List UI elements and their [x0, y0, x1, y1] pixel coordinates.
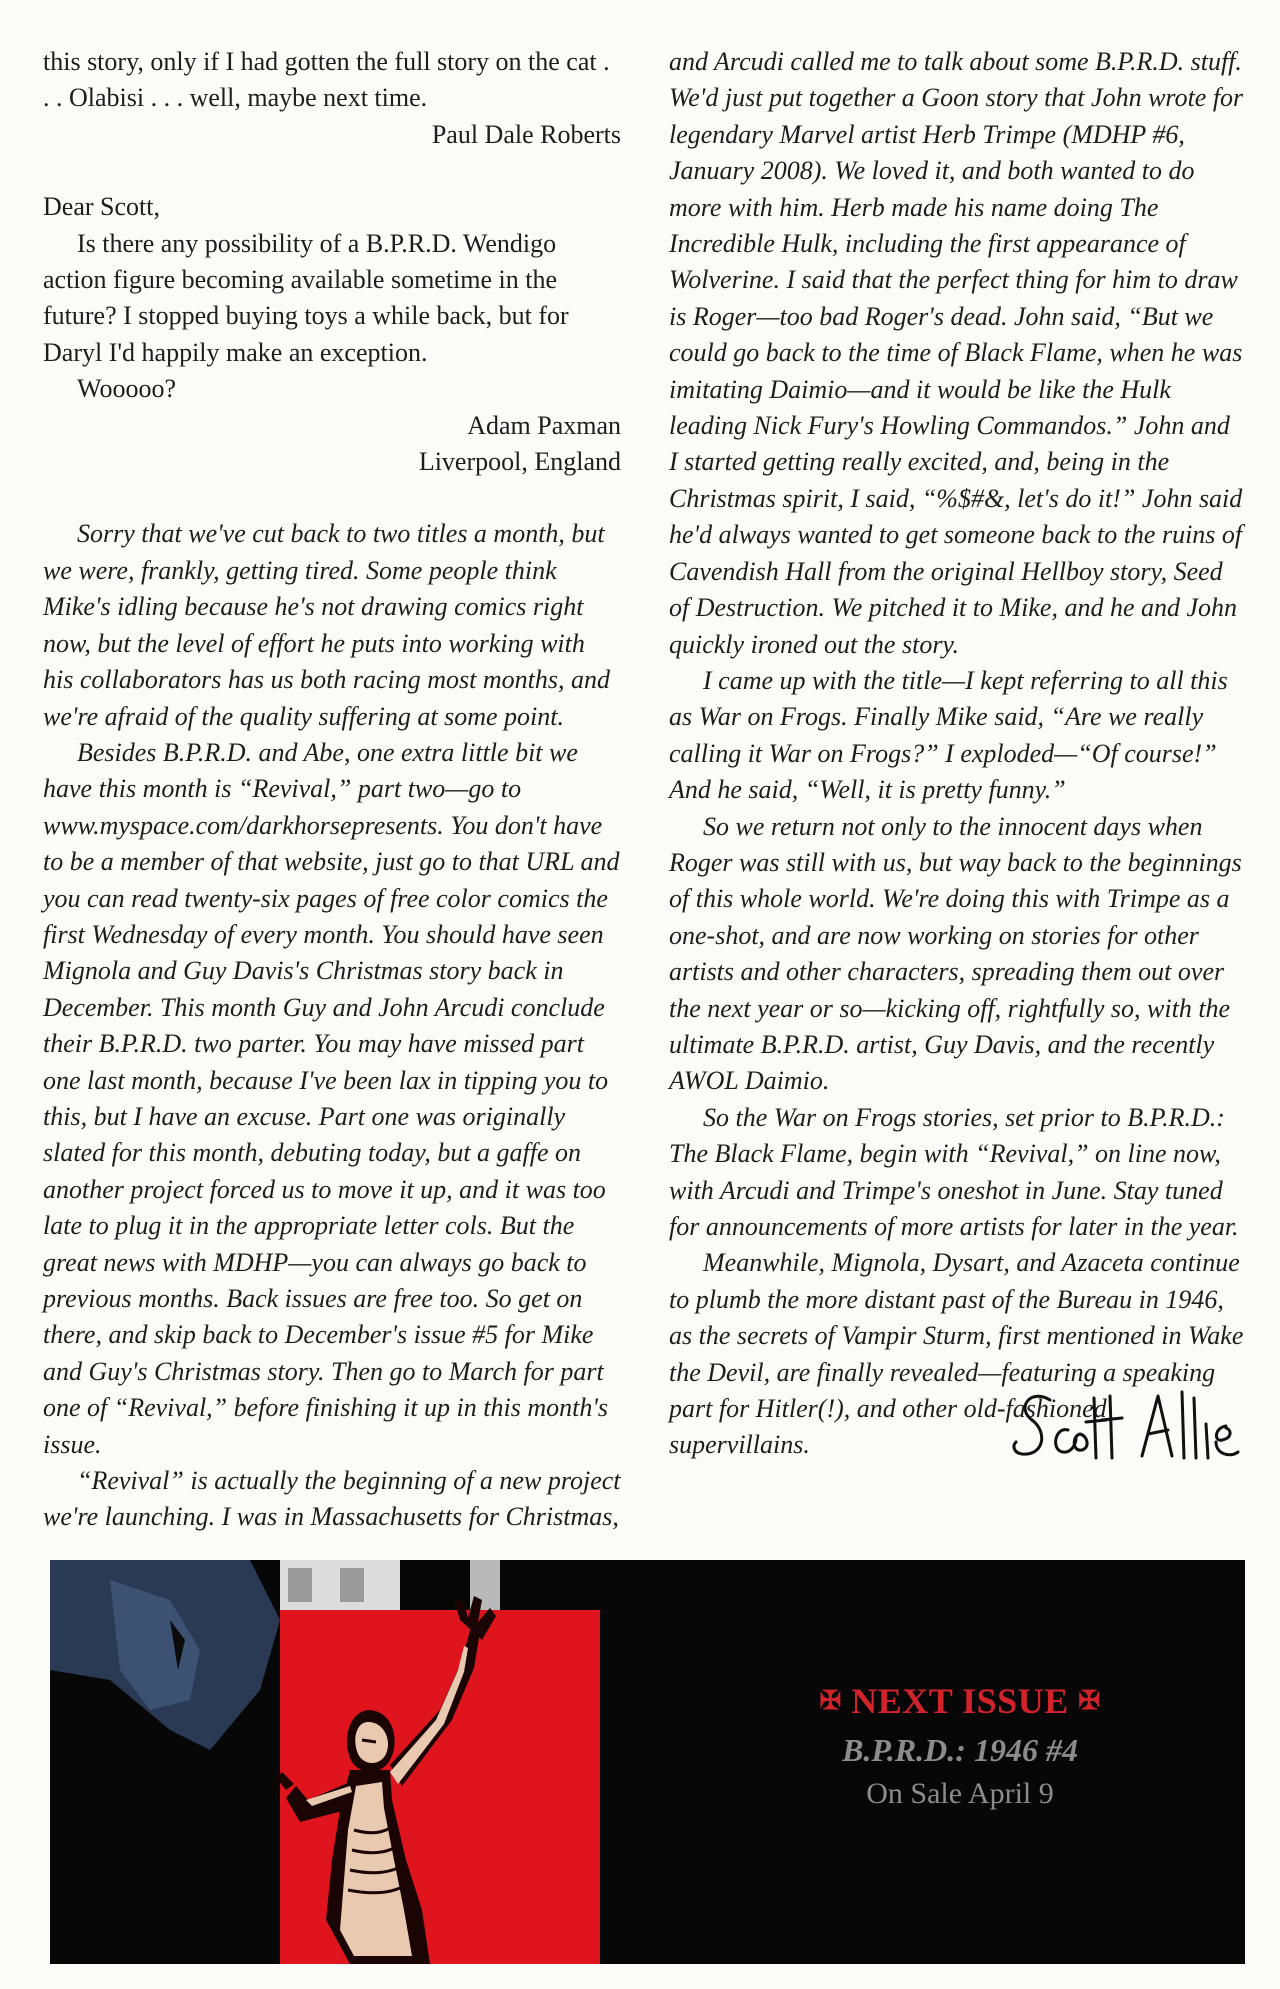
reply-paragraph-5: I came up with the title—I kept referring to all this as War on Frogs. Finally Mike said, “Are we really calling it War on Frogs?” I exploded—“Of course!” And he said, “Well, it is pretty funny.” — [669, 665, 1228, 805]
reply-paragraph-6: So we return not only to the innocent days when Roger was still with us, but way back to the beginnings of this whole world. We're doing this with Trimpe as a one-shot, and are now working on stories for other artists and other characters, spreading them out over the next year or so—kicking off, rightfully so, with the ultimate B.P.R.D. artist, Guy Davis, and the recently AWOL Daimio. — [669, 811, 1242, 1096]
reply-paragraph-4: and Arcudi called me to talk about some B.P.R.D. stuff. We'd just put together a Goon story that John wrote for legendary Marvel artist Herb Trimpe (MDHP #6, January 2008). We loved it, and both wanted to do more with him. Herb made his name doing The Incredible Hulk, including the first appearance of Wolverine. I said that the perfect thing for him to draw is Roger—too bad Roger's dead. John said, “But we could go back to the time of Black Flame, when he was imitating Daimio—and it would be like the Hulk leading Nick Fury's Howling Commandos.” John and I started getting really excited, and, being in the Christmas spirit, I said, “%$#&, let's do it!” John said he'd always wanted to get someone back to the ruins of Cavendish Hall from the original Hellboy story, Seed of Destruction. We pitched it to Mike, and he and John quickly ironed out the story. — [669, 47, 1244, 659]
letter1-tail: this story, only if I had gotten the full story on the cat . . . Olabisi . . . well, maybe next time. — [43, 47, 610, 113]
next-issue-label: NEXT ISSUE — [851, 1681, 1069, 1721]
creature-figure-illustration-icon — [50, 1560, 610, 1964]
next-issue-banner — [50, 1560, 1245, 1964]
letter2-greeting: Dear Scott, — [43, 192, 160, 222]
maltese-cross-icon: ✠ — [819, 1686, 842, 1715]
next-issue-on-sale: On Sale April 9 — [866, 1777, 1054, 1810]
letter2-closing: Wooooo? — [77, 374, 176, 404]
reply-paragraph-2: Besides B.P.R.D. and Abe, one extra little bit we have this month is “Revival,” part two—go to www.myspace.com/darkhorsepresents. You don't have to be a member of that website, just go to that URL and you can read twenty-six pages of free color comics the first Wednesday of every month. You should have seen Mignola and Guy Davis's Christmas story back in December. This month Guy and John Arcudi conclude their B.P.R.D. two parter. You may have missed part one last month, because I've been lax in tipping you to this, but I have an excuse. Part one was originally slated for this month, debuting today, but a gaffe on another project forced us to move it up, and it was too late to plug it in the appropriate letter cols. But the great news with MDHP—you can always go back to previous months. Back issues are free too. So get on there, and skip back to December's issue #5 for Mike and Guy's Christmas story. Then go to March for part one of “Revival,” before finishing it up in this month's issue. — [43, 737, 620, 1459]
reply-paragraph-3: “Revival” is actually the beginning of a new project we're launching. I was in Massachusetts for Christmas, — [43, 1466, 621, 1532]
letters-column-left — [43, 44, 621, 1536]
reply-paragraph-1: Sorry that we've cut back to two titles a month, but we were, frankly, getting tired. Some people think Mike's idling because he's not drawing comics right now, but the level of effort he puts into working with his collaborators has us both racing most months, and we're afraid of the quality suffering at some point. — [43, 519, 610, 731]
letters-column-right — [669, 44, 1244, 1464]
letter1-author: Paul Dale Roberts — [431, 119, 621, 149]
maltese-cross-icon: ✠ — [1078, 1686, 1101, 1715]
letter2-location: Liverpool, England — [418, 447, 621, 477]
reply-paragraph-8: Meanwhile, Mignola, Dysart, and Azaceta continue to plumb the more distant past of the Bureau in 1946, as the secrets of Vampir Sturm, first mentioned in Wake the Devil, are finally revealed—featuring a speaking part for Hitler(!), and other old-fashioned supervillains. — [669, 1248, 1244, 1460]
signature-icon — [1010, 1378, 1250, 1488]
next-issue-heading — [750, 1680, 1170, 1722]
reply-paragraph-7: So the War on Frogs stories, set prior to B.P.R.D.: The Black Flame, begin with “Revival,” on line now, with Arcudi and Trimpe's oneshot in June. Stay tuned for announcements of more artists for later in the year. — [669, 1102, 1239, 1241]
next-issue-promo — [750, 1680, 1170, 1811]
letter2-author: Adam Paxman — [467, 410, 621, 440]
editor-signature — [1010, 1378, 1250, 1488]
next-issue-title: B.P.R.D.: 1946 #4 — [842, 1732, 1078, 1768]
letter2-body: Is there any possibility of a B.P.R.D. Wendigo action figure becoming available sometime in the future? I stopped buying toys a while back, but for Daryl I'd happily make an exception. — [43, 228, 569, 367]
